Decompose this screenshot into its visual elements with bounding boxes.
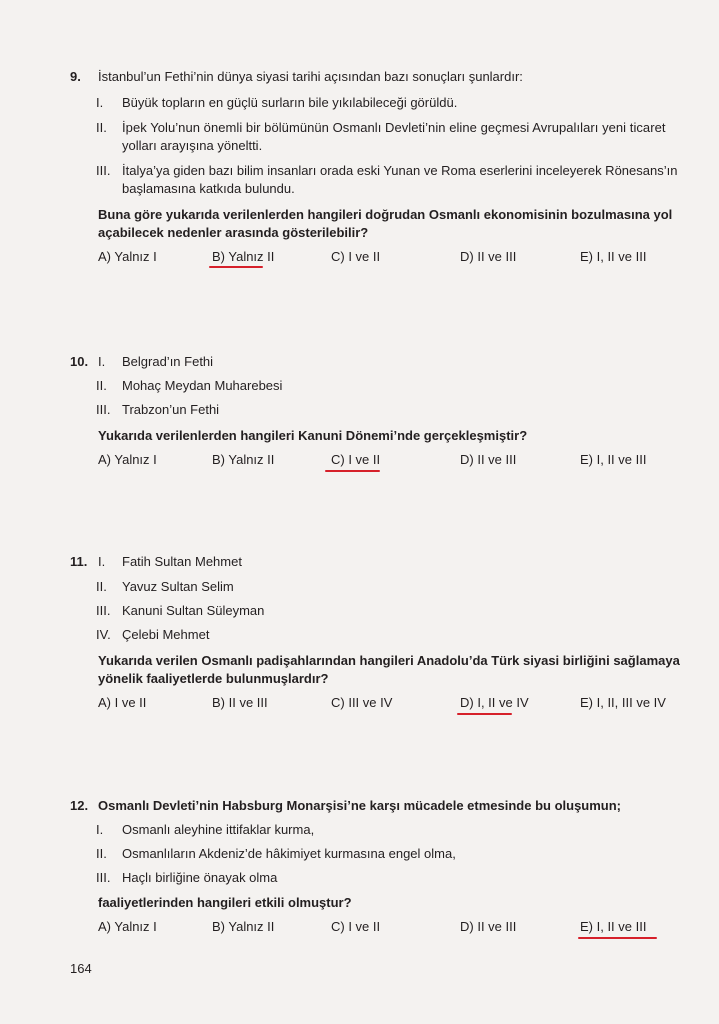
item-roman: II. xyxy=(96,378,107,393)
question-stem: İstanbul’un Fethi’nin dünya siyasi tarihi açısından bazı sonuçları şunlardır: xyxy=(98,69,523,84)
option-e[interactable]: E) I, II ve III xyxy=(580,452,647,467)
answer-underline-mark xyxy=(457,713,512,715)
question-text: Yukarıda verilen Osmanlı padişahlarından hangileri Anadolu’da Türk siyasi birliğini sağlamaya xyxy=(98,653,680,668)
option-c[interactable]: C) I ve II xyxy=(331,919,381,934)
item-text: Belgrad’ın Fethi xyxy=(122,354,214,369)
option-c[interactable]: C) I ve II xyxy=(331,249,381,264)
question-number: 9. xyxy=(70,69,81,84)
option-e[interactable]: E) I, II ve III xyxy=(580,919,647,934)
item-roman: III. xyxy=(96,402,111,417)
item-text: Çelebi Mehmet xyxy=(122,627,210,642)
question-number: 12. xyxy=(70,798,89,813)
option-b[interactable]: B) Yalnız II xyxy=(212,249,275,264)
item-text: yolları arayışına yöneltti. xyxy=(122,138,263,153)
option-a[interactable]: A) I ve II xyxy=(98,695,147,710)
option-b[interactable]: B) II ve III xyxy=(212,695,268,710)
item-roman: I. xyxy=(98,554,106,569)
option-e[interactable]: E) I, II, III ve IV xyxy=(580,695,666,710)
answer-underline-mark xyxy=(325,470,380,472)
question-number: 10. xyxy=(70,354,89,369)
answer-underline-mark xyxy=(578,937,657,939)
option-c[interactable]: C) III ve IV xyxy=(331,695,393,710)
item-roman: II. xyxy=(96,579,107,594)
item-text: başlamasına katkıda bulundu. xyxy=(122,181,295,196)
question-text: açabilecek nedenler arasında gösterilebilir? xyxy=(98,225,369,240)
item-text: Yavuz Sultan Selim xyxy=(122,579,234,594)
item-roman: IV. xyxy=(96,627,111,642)
item-roman: II. xyxy=(96,846,107,861)
option-e[interactable]: E) I, II ve III xyxy=(580,249,647,264)
option-d[interactable]: D) II ve III xyxy=(460,249,517,264)
question-number: 11. xyxy=(70,554,88,569)
item-roman: I. xyxy=(96,822,104,837)
item-roman: II. xyxy=(96,120,107,135)
item-text: Osmanlıların Akdeniz’de hâkimiyet kurmasına engel olma, xyxy=(122,846,456,861)
question-text: Yukarıda verilenlerden hangileri Kanuni Dönemi’nde gerçekleşmiştir? xyxy=(98,428,528,443)
question-text: yönelik faaliyetlerde bulunmuşlardır? xyxy=(98,671,329,686)
item-text: Osmanlı aleyhine ittifaklar kurma, xyxy=(122,822,315,837)
option-a[interactable]: A) Yalnız I xyxy=(98,919,157,934)
option-c[interactable]: C) I ve II xyxy=(331,452,381,467)
question-text: faaliyetlerinden hangileri etkili olmuştur? xyxy=(98,895,352,910)
option-b[interactable]: B) Yalnız II xyxy=(212,919,275,934)
item-roman: I. xyxy=(98,354,106,369)
item-text: Trabzon’un Fethi xyxy=(122,402,220,417)
item-roman: III. xyxy=(96,603,111,618)
item-text: Mohaç Meydan Muharebesi xyxy=(122,378,283,393)
item-roman: III. xyxy=(96,870,111,885)
item-text: Büyük topların en güçlü surların bile yıkılabileceği görüldü. xyxy=(122,95,458,110)
question-stem: Osmanlı Devleti’nin Habsburg Monarşisi’ne karşı mücadele etmesinde bu oluşumun; xyxy=(98,798,622,813)
item-roman: I. xyxy=(96,95,104,110)
answer-underline-mark xyxy=(209,266,263,268)
option-d[interactable]: D) I, II ve IV xyxy=(460,695,529,710)
item-text: Kanuni Sultan Süleyman xyxy=(122,603,265,618)
option-a[interactable]: A) Yalnız I xyxy=(98,249,157,264)
item-text: Haçlı birliğine önayak olma xyxy=(122,870,278,885)
option-a[interactable]: A) Yalnız I xyxy=(98,452,157,467)
item-text: İpek Yolu’nun önemli bir bölümünün Osmanlı Devleti’nin eline geçmesi Avrupalıları yeni ticaret xyxy=(122,120,666,135)
option-b[interactable]: B) Yalnız II xyxy=(212,452,275,467)
option-d[interactable]: D) II ve III xyxy=(460,452,517,467)
item-text: İtalya’ya giden bazı bilim insanları orada eski Yunan ve Roma eserlerini inceleyerek Rönesans’ın xyxy=(122,163,678,178)
option-d[interactable]: D) II ve III xyxy=(460,919,517,934)
item-text: Fatih Sultan Mehmet xyxy=(122,554,242,569)
page-number: 164 xyxy=(70,961,92,976)
question-text: Buna göre yukarıda verilenlerden hangileri doğrudan Osmanlı ekonomisinin bozulmasına yol xyxy=(98,207,673,222)
item-roman: III. xyxy=(96,163,111,178)
